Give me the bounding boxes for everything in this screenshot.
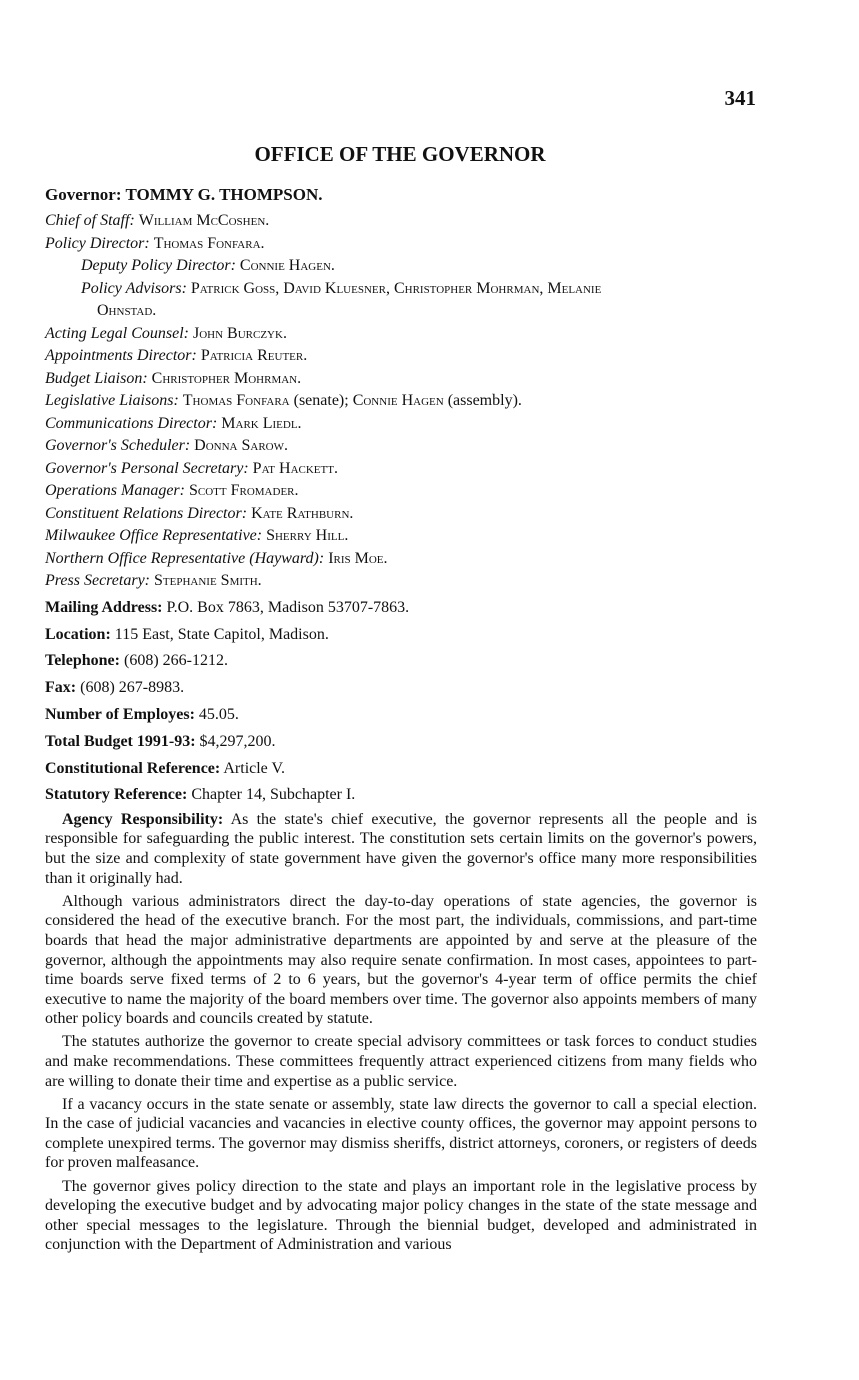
fact-label: Constitutional Reference: [45, 759, 221, 777]
paragraph-text: As the state's chief executive, the governor represents all the people and is responsible for safeguarding the public interest. The constitution sets certain limits on the governor's powers, but the size and complexity of state government have given the governor's office many more responsibilities than it originally had. [45, 810, 757, 887]
staff-note: (senate); [293, 392, 349, 409]
governor-name: TOMMY G. THOMPSON. [125, 185, 323, 204]
staff-role: Acting Legal Counsel: [45, 324, 189, 342]
staff-role: Governor's Scheduler: [45, 437, 191, 454]
fact-employes [45, 704, 757, 727]
staff-entry [45, 255, 757, 278]
staff-entry [45, 390, 757, 413]
staff-role: Communications Director: [45, 414, 218, 432]
fact-value: Article V. [223, 759, 285, 777]
staff-names-continued: Ohnstad. [97, 302, 157, 319]
staff-names: Pat Hackett. [252, 459, 338, 477]
staff-names: Connie Hagen. [239, 257, 335, 274]
staff-role: Policy Director: [45, 234, 150, 252]
governor-line [45, 183, 757, 207]
agency-responsibility-label: Agency Responsibility: [62, 810, 224, 828]
staff-role: Chief of Staff: [45, 212, 135, 229]
staff-role: Legislative Liaisons: [45, 392, 179, 409]
staff-entry [45, 345, 757, 368]
body-paragraph: The statutes authorize the governor to create special advisory committees or task forces to conduct studies and make recommendations. These committees frequently attract experienced citizens from many fields who are willing to donate their time and expertise as a public service. [45, 1033, 757, 1090]
staff-entry [45, 278, 757, 323]
staff-role: Policy Advisors: [81, 279, 187, 297]
staff-note: (assembly). [447, 392, 522, 409]
staff-role: Governor's Personal Secretary: [45, 459, 249, 477]
fact-mailing-address [45, 597, 757, 620]
fact-constitutional-reference [45, 758, 757, 781]
fact-location [45, 624, 757, 647]
fact-value: 45.05. [198, 705, 239, 723]
staff-role: Appointments Director: [45, 347, 197, 364]
staff-names: Stephanie Smith. [154, 572, 262, 589]
governor-label: Governor: [45, 185, 122, 204]
staff-entry [45, 458, 757, 481]
page-title: OFFICE OF THE GOVERNOR [254, 142, 546, 166]
fact-statutory-reference [45, 784, 757, 807]
fact-value: P.O. Box 7863, Madison 53707-7863. [166, 598, 410, 616]
staff-names: Christopher Mohrman. [151, 369, 302, 387]
fact-label: Number of Employes: [45, 705, 195, 723]
page-number: 341 [724, 86, 756, 110]
body-paragraph: The governor gives policy direction to the state and plays an important role in the legislative process by developing the executive budget and by advocating major policy changes in the state of the state message and other special messages to the legislature. Through the biennial budget, developed and administrated in conjunction with the Department of Administration and various [45, 1177, 757, 1254]
staff-role: Milwaukee Office Representative: [45, 527, 263, 544]
staff-entry [45, 548, 757, 571]
fact-label: Telephone: [45, 652, 120, 670]
fact-value: 115 East, State Capitol, Madison. [114, 625, 329, 643]
body-paragraph [45, 810, 757, 888]
staff-entry [45, 323, 757, 346]
staff-names: Thomas Fonfara [182, 392, 290, 409]
staff-entry [45, 233, 757, 256]
fact-label: Fax: [45, 679, 77, 697]
fact-telephone [45, 650, 757, 673]
body-paragraph: Although various administrators direct the day-to-day operations of state agencies, the governor is considered the head of the executive branch. For the most part, the individuals, commissions, and part-time boards that head the major administrative departments are appointed by and serve at the pleasure of the governor, although the appointments may also require senate confirmation. In most cases, appointees to part-time boards serve fixed terms of 2 to 6 years, but the governor's 4-year term of office permits the chief executive to name the majority of the board members over time. The governor also appoints members of many other policy boards and councils created by statute. [45, 892, 757, 1028]
staff-names: Thomas Fonfara. [153, 234, 265, 252]
staff-names: Kate Rathburn. [251, 504, 354, 522]
fact-label: Total Budget 1991-93: [45, 732, 196, 750]
staff-names: Mark Liedl. [221, 414, 302, 432]
staff-entry [45, 210, 757, 233]
fact-fax [45, 677, 757, 700]
staff-role: Budget Liaison: [45, 369, 148, 387]
staff-role: Constituent Relations Director: [45, 504, 248, 522]
staff-entry [45, 435, 757, 458]
staff-names: Scott Fromader. [188, 482, 299, 499]
fact-label: Statutory Reference: [45, 786, 188, 804]
fact-value: $4,297,200. [199, 732, 276, 750]
staff-entry [45, 413, 757, 436]
fact-value: Chapter 14, Subchapter I. [191, 786, 356, 804]
staff-entry [45, 368, 757, 391]
document-body [45, 183, 757, 1258]
agency-responsibility-section [45, 810, 757, 1255]
staff-entry [45, 570, 757, 593]
staff-names: Connie Hagen [352, 392, 444, 409]
body-paragraph: If a vacancy occurs in the state senate or assembly, state law directs the governor to call a special election. In the case of judicial vacancies and vacancies in elective county offices, the governor may appoint persons to complete unexpired terms. The governor may dismiss sheriffs, district attorneys, coroners, or registers of deeds for proven malfeasance. [45, 1095, 757, 1172]
fact-label: Mailing Address: [45, 598, 163, 616]
staff-names: Sherry Hill. [266, 527, 349, 544]
fact-value: (608) 266-1212. [123, 652, 228, 670]
staff-names: Patrick Goss, David Kluesner, Christopher Mohrman, Melanie [190, 279, 602, 297]
fact-total-budget [45, 731, 757, 754]
staff-role: Operations Manager: [45, 482, 185, 499]
staff-role: Northern Office Representative (Hayward): [45, 549, 325, 567]
staff-entry [45, 525, 757, 548]
fact-value: (608) 267-8983. [80, 679, 185, 697]
staff-entry [45, 503, 757, 526]
staff-names: Iris Moe. [328, 549, 388, 567]
staff-names: William McCoshen. [138, 212, 270, 229]
staff-role: Press Secretary: [45, 572, 150, 589]
staff-names: Patricia Reuter. [200, 347, 308, 364]
staff-names: Donna Sarow. [194, 437, 289, 454]
staff-names: John Burczyk. [192, 324, 287, 342]
fact-label: Location: [45, 625, 111, 643]
staff-role: Deputy Policy Director: [81, 257, 236, 274]
staff-entry [45, 480, 757, 503]
